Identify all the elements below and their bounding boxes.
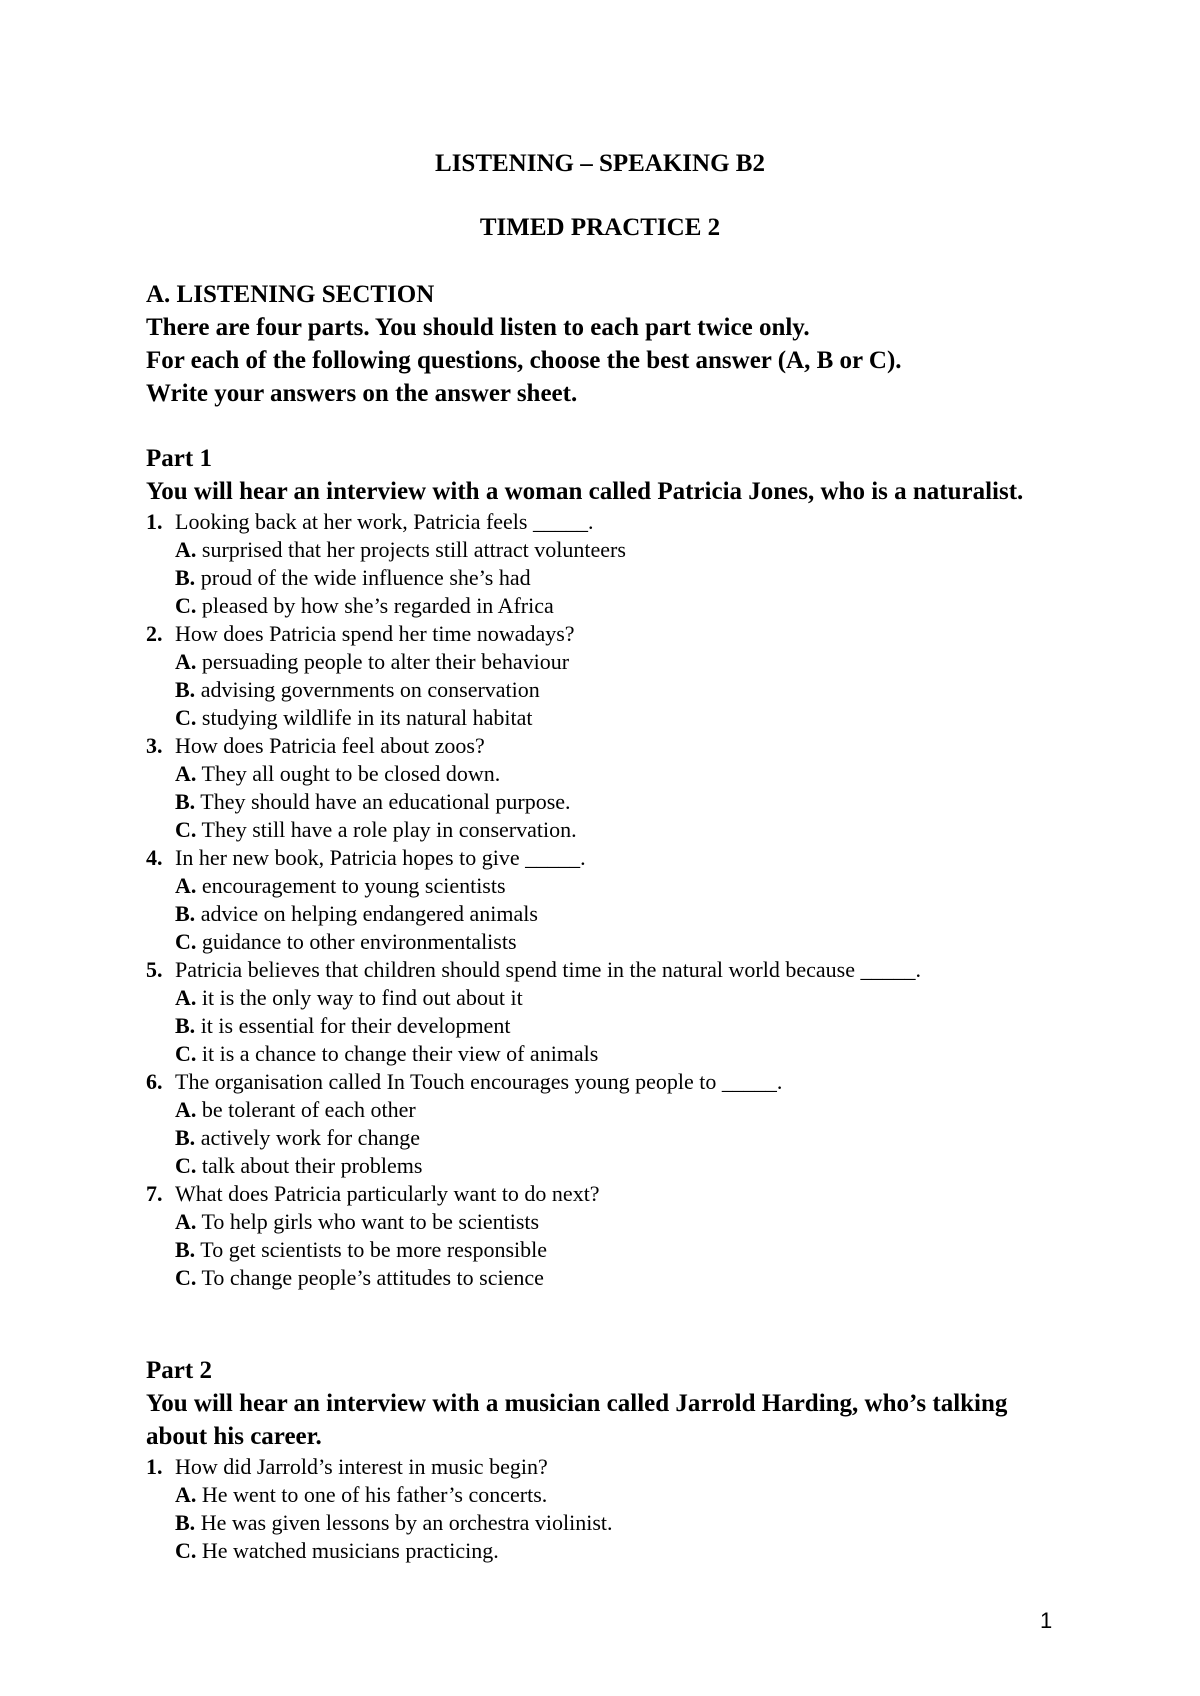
question-text: How does Patricia spend her time nowadays? — [175, 621, 575, 646]
part-description: You will hear an interview with a musician called Jarrold Harding, who’s talking about his career. — [146, 1390, 1008, 1450]
option-text: it is essential for their development — [200, 1013, 511, 1038]
option-text: To change people’s attitudes to science — [201, 1265, 544, 1290]
answer-option — [146, 648, 1066, 676]
question-text: In her new book, Patricia hopes to give _____. — [175, 845, 586, 870]
question-number: 1. — [146, 1454, 163, 1479]
option-letter: B. — [175, 677, 196, 702]
answer-option — [146, 984, 1066, 1012]
part-title: Part 2 — [146, 1357, 212, 1384]
question — [146, 956, 1066, 984]
answer-option — [146, 1124, 1066, 1152]
part-2 — [146, 1354, 1066, 1565]
option-letter: C. — [175, 705, 197, 730]
question-number: 5. — [146, 957, 163, 982]
page-number: 1 — [1040, 1608, 1053, 1633]
answer-option — [146, 1236, 1066, 1264]
answer-option — [146, 1264, 1066, 1292]
question — [146, 844, 1066, 872]
option-text: pleased by how she’s regarded in Africa — [201, 593, 554, 618]
option-letter: A. — [175, 1209, 197, 1234]
question-number: 4. — [146, 845, 163, 870]
answer-option — [146, 788, 1066, 816]
option-text: persuading people to alter their behaviour — [201, 649, 570, 674]
answer-option — [146, 536, 1066, 564]
option-letter: B. — [175, 565, 196, 590]
option-text: He was given lessons by an orchestra violinist. — [200, 1510, 613, 1535]
answer-option — [146, 872, 1066, 900]
question-number: 1. — [146, 509, 163, 534]
question — [146, 1068, 1066, 1096]
option-letter: C. — [175, 1265, 197, 1290]
option-text: To help girls who want to be scientists — [201, 1209, 540, 1234]
answer-option — [146, 816, 1066, 844]
option-letter: A. — [175, 1482, 197, 1507]
option-text: it is a chance to change their view of animals — [201, 1041, 599, 1066]
answer-option — [146, 676, 1066, 704]
instruction-line: Write your answers on the answer sheet. — [146, 380, 578, 407]
question-text: How does Patricia feel about zoos? — [175, 733, 485, 758]
answer-option — [146, 564, 1066, 592]
option-letter: C. — [175, 929, 197, 954]
option-text: actively work for change — [200, 1125, 420, 1150]
question — [146, 620, 1066, 648]
option-text: advising governments on conservation — [200, 677, 540, 702]
instruction-line: For each of the following questions, choose the best answer (A, B or C). — [146, 347, 902, 374]
question-text: Patricia believes that children should spend time in the natural world because _____. — [175, 957, 921, 982]
answer-option — [146, 704, 1066, 732]
option-letter: B. — [175, 1237, 196, 1262]
option-letter: C. — [175, 1538, 197, 1563]
option-letter: C. — [175, 1041, 197, 1066]
option-letter: A. — [175, 1097, 197, 1122]
part-title: Part 1 — [146, 445, 212, 472]
answer-option — [146, 900, 1066, 928]
question-text: Looking back at her work, Patricia feels _____. — [175, 509, 594, 534]
question — [146, 508, 1066, 536]
option-text: be tolerant of each other — [201, 1097, 416, 1122]
answer-option — [146, 1096, 1066, 1124]
option-letter: A. — [175, 873, 197, 898]
option-text: studying wildlife in its natural habitat — [201, 705, 533, 730]
question-number: 6. — [146, 1069, 163, 1094]
question-text: How did Jarrold’s interest in music begin? — [175, 1454, 548, 1479]
section-heading: A. LISTENING SECTION — [146, 281, 435, 308]
option-letter: A. — [175, 537, 197, 562]
question-number: 2. — [146, 621, 163, 646]
part-1 — [146, 442, 1066, 1292]
question — [146, 1453, 1066, 1481]
option-text: They all ought to be closed down. — [201, 761, 501, 786]
option-letter: B. — [175, 1013, 196, 1038]
option-letter: A. — [175, 761, 197, 786]
option-letter: B. — [175, 1125, 196, 1150]
option-text: He watched musicians practicing. — [201, 1538, 499, 1563]
answer-option — [146, 1509, 1066, 1537]
option-text: surprised that her projects still attract volunteers — [201, 537, 626, 562]
answer-option — [146, 1537, 1066, 1565]
document-title: LISTENING – SPEAKING B2 — [435, 150, 765, 177]
option-letter: A. — [175, 649, 197, 674]
answer-option — [146, 1208, 1066, 1236]
option-letter: A. — [175, 985, 197, 1010]
answer-option — [146, 760, 1066, 788]
answer-option — [146, 592, 1066, 620]
question — [146, 732, 1066, 760]
answer-option — [146, 1481, 1066, 1509]
option-letter: B. — [175, 901, 196, 926]
answer-option — [146, 1040, 1066, 1068]
part-description: You will hear an interview with a woman called Patricia Jones, who is a naturalist. — [146, 478, 1024, 505]
answer-option — [146, 1012, 1066, 1040]
option-text: proud of the wide influence she’s had — [200, 565, 531, 590]
option-text: advice on helping endangered animals — [200, 901, 538, 926]
option-text: He went to one of his father’s concerts. — [201, 1482, 548, 1507]
section-intro — [146, 278, 1066, 410]
option-text: it is the only way to find out about it — [201, 985, 523, 1010]
option-letter: B. — [175, 789, 196, 814]
option-text: encouragement to young scientists — [201, 873, 506, 898]
instruction-line: There are four parts. You should listen to each part twice only. — [146, 314, 810, 341]
option-text: guidance to other environmentalists — [201, 929, 517, 954]
option-text: To get scientists to be more responsible — [200, 1237, 548, 1262]
document-subtitle: TIMED PRACTICE 2 — [479, 214, 721, 241]
option-letter: B. — [175, 1510, 196, 1535]
answer-option — [146, 928, 1066, 956]
question — [146, 1180, 1066, 1208]
option-letter: C. — [175, 817, 197, 842]
question-text: What does Patricia particularly want to do next? — [175, 1181, 600, 1206]
option-letter: C. — [175, 593, 197, 618]
option-text: talk about their problems — [201, 1153, 423, 1178]
option-text: They should have an educational purpose. — [200, 789, 571, 814]
option-letter: C. — [175, 1153, 197, 1178]
question-number: 3. — [146, 733, 163, 758]
question-number: 7. — [146, 1181, 163, 1206]
question-text: The organisation called In Touch encourages young people to _____. — [175, 1069, 783, 1094]
answer-option — [146, 1152, 1066, 1180]
option-text: They still have a role play in conservation. — [201, 817, 577, 842]
